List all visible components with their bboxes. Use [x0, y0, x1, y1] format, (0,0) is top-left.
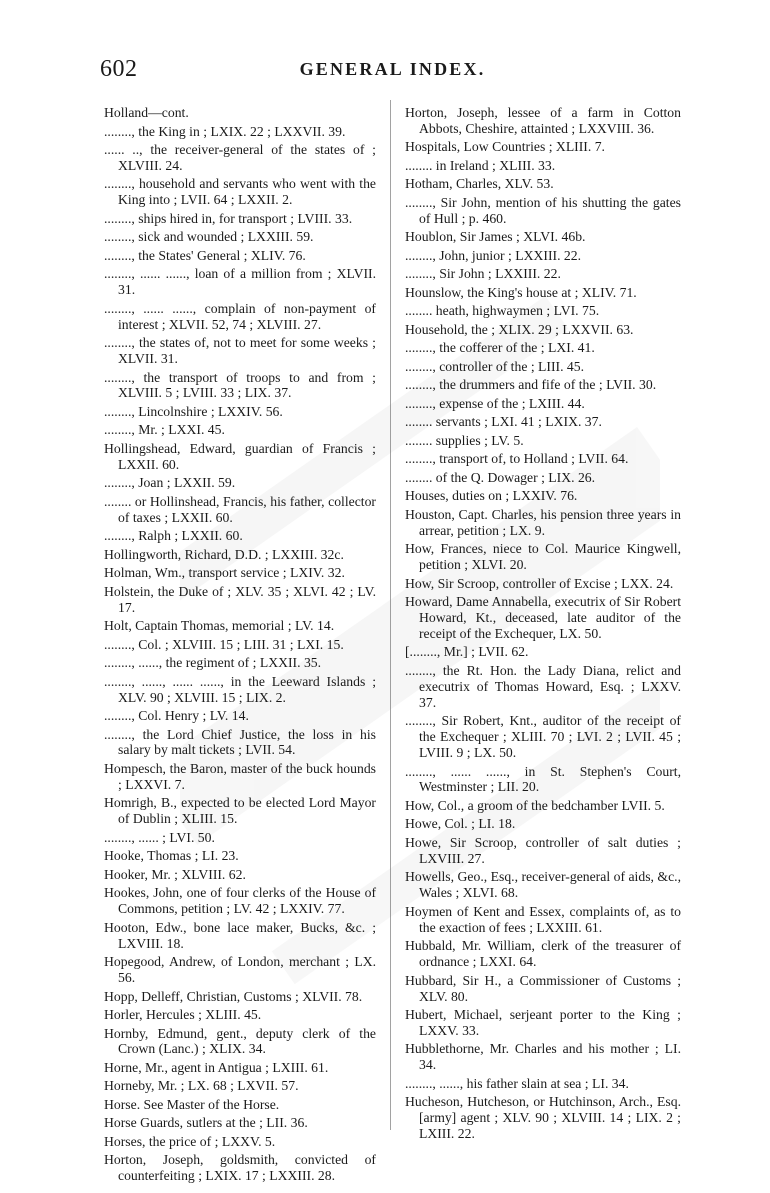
index-entry: Horses, the price of ; LXXV. 5.: [104, 1133, 276, 1149]
index-entry: ........, ...... ......, complain of non-payment of interest ; XLVII. 52, 74 ; XLVIII. 27.: [104, 300, 376, 332]
index-entry: ........, the states of, not to meet for some weeks ; XLVII. 31.: [104, 335, 376, 367]
index-entry: Hollingworth, Richard, D.D. ; LXXIII. 32c.: [104, 546, 344, 562]
index-entry: ........, the transport of troops to and from ; XLVIII. 5 ; LVIII. 33 ; LIX. 37.: [104, 369, 376, 401]
index-entry: Hucheson, Hutcheson, or Hutchinson, Arch., Esq. [army] agent ; XLV. 90 ; XLVIII. 14 ; LIX. 2 ; LXIII. 22.: [405, 1094, 681, 1142]
index-entry: ........, Sir Robert, Knt., auditor of the receipt of the Exchequer ; XLIII. 70 ; LVI. 2 ; LVII. 45 ; LVIII. 9 ; LX. 50.: [405, 713, 681, 761]
index-entry: Horton, Joseph, lessee of a farm in Cotton Abbots, Cheshire, attainted ; LXXVIII. 36.: [405, 105, 681, 136]
index-entry: Horneby, Mr. ; LX. 68 ; LXVII. 57.: [104, 1078, 299, 1094]
index-entry: ........, transport of, to Holland ; LVII. 64.: [405, 451, 629, 467]
page-header: [100, 56, 685, 90]
index-entry: Hollingshead, Edward, guardian of Francis ; LXXII. 60.: [104, 440, 376, 472]
index-entry: Hopp, Delleff, Christian, Customs ; XLVII. 78.: [104, 988, 363, 1004]
index-entry: ........, ......, his father slain at sea ; LI. 34.: [405, 1075, 629, 1091]
index-entry: Horse Guards, sutlers at the ; LII. 36.: [104, 1115, 308, 1131]
index-entry: Household, the ; XLIX. 29 ; LXXVII. 63.: [405, 321, 634, 337]
index-column-left: [104, 105, 376, 1187]
column-divider: [390, 100, 391, 1130]
index-entry: ........ in Ireland ; XLIII. 33.: [405, 157, 556, 173]
index-entry: ........, Sir John, mention of his shutting the gates of Hull ; p. 460.: [405, 194, 681, 226]
index-entry: Hompesch, the Baron, master of the buck hounds ; LXXVI. 7.: [104, 760, 376, 792]
index-column-right: [405, 105, 681, 1145]
index-entry: ........, the States' General ; XLIV. 76.: [104, 247, 306, 263]
index-entry: Hubbald, Mr. William, clerk of the treasurer of ordnance ; LXXI. 64.: [405, 938, 681, 970]
index-entry: ........ or Hollinshead, Francis, his father, collector of taxes ; LXXII. 60.: [104, 493, 376, 525]
index-entry: ........, household and servants who went with the King into ; LVII. 64 ; LXXII. 2.: [104, 176, 376, 208]
index-entry: ........ heath, highwaymen ; LVI. 75.: [405, 303, 600, 319]
index-entry: Howe, Sir Scroop, controller of salt duties ; LXVIII. 27.: [405, 834, 681, 866]
index-entry: Holt, Captain Thomas, memorial ; LV. 14.: [104, 618, 335, 634]
index-entry: ........, expense of the ; LXIII. 44.: [405, 395, 585, 411]
index-entry: ........, ......, the regiment of ; LXXII. 35.: [104, 655, 322, 671]
index-entry: How, Sir Scroop, controller of Excise ; LXX. 24.: [405, 575, 674, 591]
index-entry: Hopegood, Andrew, of London, merchant ; LX. 56.: [104, 954, 376, 985]
index-entry: How, Frances, niece to Col. Maurice Kingwell, petition ; XLVI. 20.: [405, 541, 681, 573]
index-entry: ........, the cofferer of the ; LXI. 41.: [405, 340, 595, 356]
index-entry: How, Col., a groom of the bedchamber LVII. 5.: [405, 797, 665, 813]
index-entry: ........, the Lord Chief Justice, the loss in his salary by malt tickets ; LVII. 54.: [104, 726, 376, 758]
index-entry: ........, controller of the ; LIII. 45.: [405, 358, 585, 374]
index-entry: ........ supplies ; LV. 5.: [405, 432, 524, 448]
index-entry: Horse. See Master of the Horse.: [104, 1096, 280, 1112]
index-entry: Hooton, Edw., bone lace maker, Bucks, &c. ; LXVIII. 18.: [104, 919, 376, 951]
index-entry: ........, the King in ; LXIX. 22 ; LXXVII. 39.: [104, 123, 346, 139]
index-entry: ........, ...... ......, loan of a million from ; XLVII. 31.: [104, 266, 376, 298]
index-entry: ........, John, junior ; LXXIII. 22.: [405, 247, 582, 263]
index-entry: Hooke, Thomas ; LI. 23.: [104, 848, 239, 864]
index-entry: Houses, duties on ; LXXIV. 76.: [405, 488, 578, 504]
page-number: 602: [100, 56, 138, 82]
index-entry: Hookes, John, one of four clerks of the House of Commons, petition ; LV. 42 ; LXXIV. 77.: [104, 885, 376, 917]
index-entry: ........, ...... ; LVI. 50.: [104, 829, 215, 845]
index-entry: Hounslow, the King's house at ; XLIV. 71.: [405, 284, 637, 300]
index-entry: Holman, Wm., transport service ; LXIV. 32.: [104, 565, 345, 581]
index-entry: ........, the drummers and fife of the ; LVII. 30.: [405, 377, 657, 393]
index-entry: Holstein, the Duke of ; XLV. 35 ; XLVI. 42 ; LV. 17.: [104, 583, 376, 615]
index-entry: ........, ...... ......, in St. Stephen's Court, Westminster ; LII. 20.: [405, 763, 681, 795]
running-head: GENERAL INDEX.: [299, 59, 486, 79]
index-entry: ........, sick and wounded ; LXXIII. 59.: [104, 229, 314, 245]
index-entry: Horler, Hercules ; XLIII. 45.: [104, 1007, 262, 1022]
index-entry: Howells, Geo., Esq., receiver-general of aids, &c., Wales ; XLVI. 68.: [405, 869, 681, 901]
index-entry: ...... .., the receiver-general of the states of ; XLVIII. 24.: [104, 142, 376, 173]
index-entry: ........, Col. Henry ; LV. 14.: [104, 708, 249, 724]
index-entry: Howe, Col. ; LI. 18.: [405, 816, 516, 832]
index-entry: Hospitals, Low Countries ; XLIII. 7.: [405, 139, 605, 155]
index-entry: ........, the Rt. Hon. the Lady Diana, relict and executrix of Thomas Howard, Esq. ; LXXV. 37.: [405, 662, 681, 710]
index-entry: ........, Joan ; LXXII. 59.: [104, 475, 236, 491]
index-entry: ........, Mr. ; LXXI. 45.: [104, 422, 225, 438]
index-entry: Hubblethorne, Mr. Charles and his mother ; LI. 34.: [405, 1041, 681, 1073]
index-entry: Houblon, Sir James ; XLVI. 46b.: [405, 229, 586, 245]
index-entry: ........, Col. ; XLVIII. 15 ; LIII. 31 ; LXI. 15.: [104, 636, 344, 652]
index-entry: Horne, Mr., agent in Antigua ; LXIII. 61.: [104, 1059, 329, 1075]
index-entry: Hubbard, Sir H., a Commissioner of Customs ; XLV. 80.: [405, 972, 681, 1004]
index-entry: ........, ......, ...... ......, in the Leeward Islands ; XLV. 90 ; XLVIII. 15 ; LIX. 2.: [104, 673, 376, 705]
index-entry: Hubert, Michael, serjeant porter to the King ; LXXV. 33.: [405, 1007, 681, 1038]
index-entry: Holland—cont.: [104, 105, 189, 120]
index-entry: Hotham, Charles, XLV. 53.: [405, 176, 554, 192]
index-entry: Homrigh, B., expected to be elected Lord Mayor of Dublin ; XLIII. 15.: [104, 795, 376, 827]
index-entry: ........, Lincolnshire ; LXXIV. 56.: [104, 403, 283, 419]
index-entry: ........ of the Q. Dowager ; LIX. 26.: [405, 469, 596, 485]
index-entry: Hooker, Mr. ; XLVIII. 62.: [104, 866, 246, 882]
index-entry: Howard, Dame Annabella, executrix of Sir Robert Howard, Kt., deceased, late auditor of the receipt of the Exchequer, LX. 50.: [405, 594, 681, 641]
index-entry: Hornby, Edmund, gent., deputy clerk of the Crown (Lanc.) ; XLIX. 34.: [104, 1025, 376, 1057]
index-entry: ........, Ralph ; LXXII. 60.: [104, 528, 243, 544]
index-entry: Houston, Capt. Charles, his pension three years in arrear, petition ; LX. 9.: [405, 506, 681, 538]
index-entry: [........, Mr.] ; LVII. 62.: [405, 644, 529, 660]
index-entry: ........, Sir John ; LXXIII. 22.: [405, 266, 561, 282]
index-entry: Hoymen of Kent and Essex, complaints of, as to the exaction of fees ; LXXIII. 61.: [405, 903, 681, 935]
index-entry: ........, ships hired in, for transport ; LVIII. 33.: [104, 210, 353, 226]
index-entry: ........ servants ; LXI. 41 ; LXIX. 37.: [405, 414, 602, 430]
index-entry: Horton, Joseph, goldsmith, convicted of counterfeiting ; LXIX. 17 ; LXXIII. 28.: [104, 1152, 376, 1184]
